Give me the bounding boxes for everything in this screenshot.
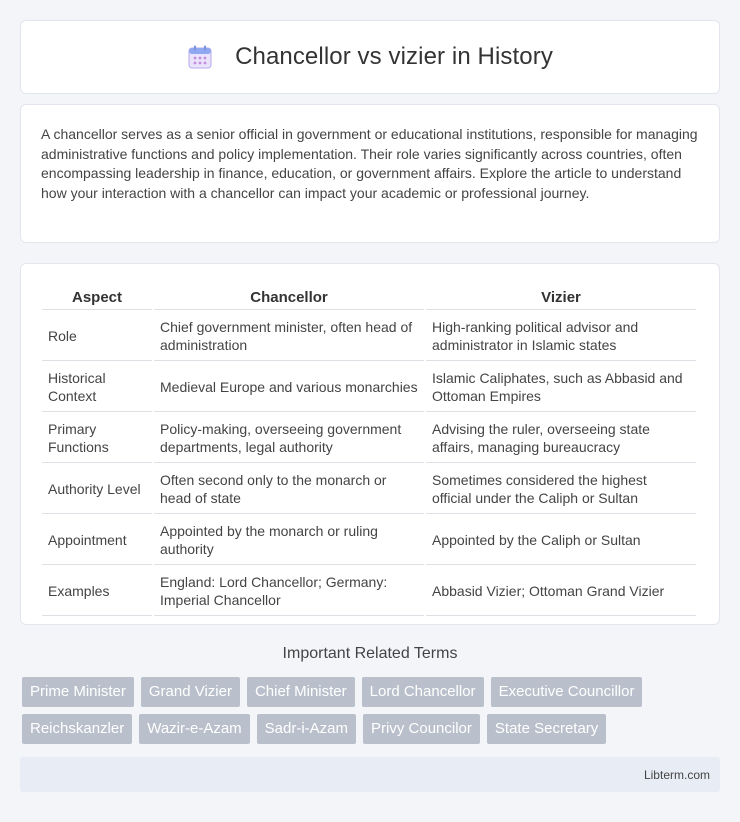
table-row xyxy=(42,363,696,412)
intro-card xyxy=(20,104,720,243)
related-terms-title: Important Related Terms xyxy=(282,645,458,662)
related-term-tag[interactable]: Privy Councilor xyxy=(363,714,480,744)
related-term-tag[interactable]: Prime Minister xyxy=(22,677,134,707)
cell-aspect: Role xyxy=(42,312,152,361)
table-row xyxy=(42,567,696,616)
cell-chancellor: England: Lord Chancellor; Germany: Imperial Chancellor xyxy=(154,567,424,616)
related-term-tag[interactable]: Wazir-e-Azam xyxy=(139,714,249,744)
related-term-tag[interactable]: State Secretary xyxy=(487,714,606,744)
table-row xyxy=(42,516,696,565)
cell-vizier: Islamic Caliphates, such as Abbasid and Ottoman Empires xyxy=(426,363,696,412)
header-vizier: Vizier xyxy=(426,286,696,310)
cell-aspect: Historical Context xyxy=(42,363,152,412)
cell-vizier: Sometimes considered the highest official under the Caliph or Sultan xyxy=(426,465,696,514)
table-header-row xyxy=(42,286,696,310)
related-term-tag[interactable]: Chief Minister xyxy=(247,677,355,707)
footer-brand-link[interactable]: Libterm.com xyxy=(643,767,710,782)
cell-vizier: High-ranking political advisor and administrator in Islamic states xyxy=(426,312,696,361)
header-card xyxy=(20,20,720,94)
calendar-icon xyxy=(187,44,213,70)
table-row xyxy=(42,312,696,361)
cell-aspect: Primary Functions xyxy=(42,414,152,463)
cell-chancellor: Policy-making, overseeing government departments, legal authority xyxy=(154,414,424,463)
comparison-table xyxy=(40,284,698,618)
table-row xyxy=(42,465,696,514)
cell-chancellor: Medieval Europe and various monarchies xyxy=(154,363,424,412)
header-aspect: Aspect xyxy=(42,286,152,310)
related-term-tag[interactable]: Grand Vizier xyxy=(141,677,240,707)
header-chancellor: Chancellor xyxy=(154,286,424,310)
cell-vizier: Advising the ruler, overseeing state affairs, managing bureaucracy xyxy=(426,414,696,463)
table-row xyxy=(42,414,696,463)
cell-vizier: Abbasid Vizier; Ottoman Grand Vizier xyxy=(426,567,696,616)
comparison-table-card xyxy=(20,263,720,625)
cell-aspect: Appointment xyxy=(42,516,152,565)
cell-aspect: Examples xyxy=(42,567,152,616)
cell-aspect: Authority Level xyxy=(42,465,152,514)
cell-vizier: Appointed by the Caliph or Sultan xyxy=(426,516,696,565)
related-terms-list xyxy=(22,677,722,744)
related-term-tag[interactable]: Reichskanzler xyxy=(22,714,132,744)
cell-chancellor: Appointed by the monarch or ruling authority xyxy=(154,516,424,565)
cell-chancellor: Often second only to the monarch or head of state xyxy=(154,465,424,514)
page-title: Chancellor vs vizier in History xyxy=(235,43,553,70)
related-term-tag[interactable]: Lord Chancellor xyxy=(362,677,484,707)
intro-text: A chancellor serves as a senior official in government or educational institutions, responsible for managing administrative functions and policy implementation. Their role varies significantly across countries, often encompassing leadership in finance, education, or government affairs. Explore the article to understand how your interaction with a chancellor can impact your academic or professional journey. xyxy=(41,126,698,201)
footer xyxy=(20,757,720,792)
related-term-tag[interactable]: Sadr-i-Azam xyxy=(257,714,356,744)
cell-chancellor: Chief government minister, often head of administration xyxy=(154,312,424,361)
related-term-tag[interactable]: Executive Councillor xyxy=(491,677,643,707)
